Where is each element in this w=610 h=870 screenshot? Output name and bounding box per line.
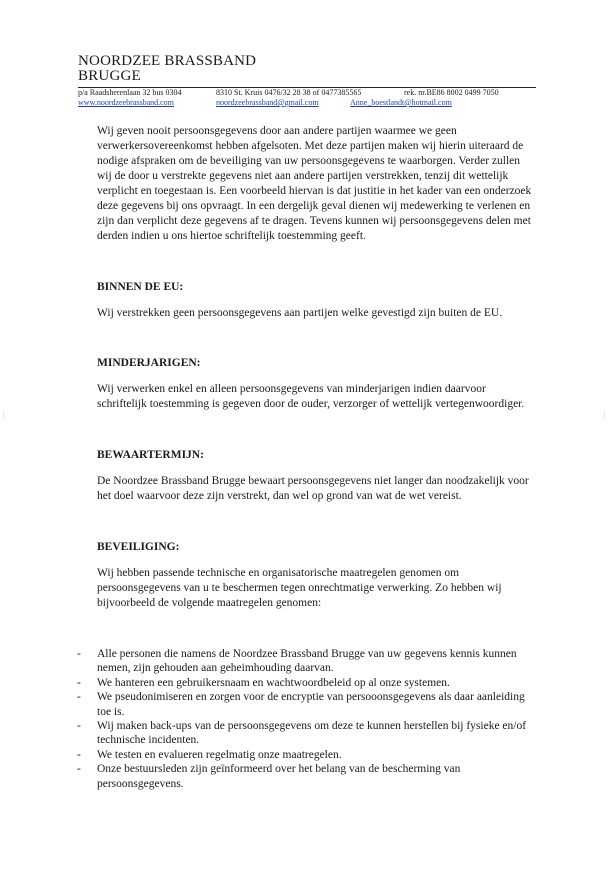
list-item — [77, 748, 537, 762]
list-item-text: Wij maken back-ups van de persoonsgegevens om deze te kunnen herstellen bij fysieke en/of technische incidenten. — [97, 720, 527, 747]
list-bullet: - — [77, 691, 81, 704]
email-link-2[interactable]: Anne_boestlandt@hotmail.com — [350, 98, 452, 107]
intro-paragraph: Wij geven nooit persoonsgegevens door aan andere partijen waarmee we geen verwerkersovereenkomst hebben afgelsoten. Met deze partijen maken wij hierin uiteraard de nodige afspraken om de beveiliging van uw persoonsgegevens te waarborgen. Verder zullen wij de door u verstrekte gegevens niet aan andere partijen verstrekken, tenzij dit wettelijk verplicht en toegestaan is. Een voorbeeld hiervan is dat justitie in het kader van een onderzoek deze gegevens bij ons opvraagt. In een dergelijk geval dienen wij medewerking te verlenen en zijn dan verplicht deze gegevens af te dragen. Tevens kunnen wij persoonsgegevens delen met derden indien u ons hiertoe schriftelijk toestemming geeft. — [97, 125, 532, 242]
email-link[interactable]: noordzeebrassband@gmail.com — [216, 98, 319, 107]
section-body-security: Wij hebben passende technische en organisatorische maatregelen genomen om persoonsgegevens van u te beschermen tegen onrechtmatige verwerking. Zo hebben wij bijvoorbeeld de volgende maatregelen genomen: — [97, 567, 502, 609]
bank-account: rek. nr.BE86 8002 0499 7050 — [404, 88, 499, 97]
list-item — [77, 676, 537, 690]
scan-edge-mark — [3, 412, 4, 418]
postal-address: p/a Raadsherenlaan 32 bus 0304 — [78, 88, 182, 97]
section-body-minors: Wij verwerken enkel en alleen persoonsgegevens van minderjarigen indien daarvoor schriftelijk toestemming is gegeven door de ouder, verzorger of wettelijk vertegenwoordiger. — [97, 383, 525, 410]
list-bullet: - — [77, 648, 81, 660]
list-bullet: - — [77, 720, 81, 733]
list-item-text: Alle personen die namens de Noordzee Brassband Brugge van uw gegevens kennis kunnen nemen, zijn gehouden aan geheimhouding daarvan. — [97, 648, 517, 675]
list-bullet: - — [77, 763, 81, 776]
list-item-text: We testen en evalueren regelmatig onze maatregelen. — [97, 748, 342, 761]
section-heading-retention: BEWAARTERMIJN: — [97, 449, 204, 461]
section-body-retention: De Noordzee Brassband Brugge bewaart persoonsgegevens niet langer dan noodzakelijk voor het doel waarvoor deze zijn verstrekt, dan wel op grond van wat de wet vereist. — [97, 475, 529, 502]
list-item — [77, 762, 537, 791]
list-bullet: - — [77, 676, 81, 689]
scan-edge-mark — [604, 412, 605, 418]
section-heading-eu: BINNEN DE EU: — [97, 281, 184, 293]
contact-row-links — [78, 98, 538, 108]
list-item — [77, 719, 537, 748]
document-body — [77, 124, 537, 791]
section-heading-minors: MINDERJARIGEN: — [97, 357, 201, 369]
list-item-text: We pseudonimiseren en zorgen voor de encryptie van persooonsgegevens als daar aanleiding toe is. — [97, 691, 525, 718]
list-item-text: We hanteren een gebruikersnaam en wachtwoordbeleid op al onze systemen. — [97, 676, 450, 689]
org-name-line2: BRUGGE — [78, 68, 141, 84]
org-name-line1: NOORDZEE BRASSBAND — [78, 53, 257, 69]
list-bullet: - — [77, 748, 81, 761]
list-item-text: Onze bestuursleden zijn geïnformeerd over het belang van de bescherming van persoonsgegevens. — [97, 763, 461, 790]
list-item — [77, 647, 537, 676]
city-phone: 8310 St. Kruis 0476/32 28 38 of 0477385565 — [216, 88, 362, 97]
letterhead — [78, 54, 538, 108]
security-measures-list — [77, 647, 537, 791]
contact-row-address — [78, 88, 538, 98]
section-body-eu: Wij verstrekken geen persoonsgegevens aan partijen welke gevestigd zijn buiten de EU. — [97, 307, 503, 319]
list-item — [77, 690, 537, 719]
section-heading-security: BEVEILIGING: — [97, 541, 180, 553]
website-link[interactable]: www.noordzeebrassband.com — [78, 98, 174, 107]
